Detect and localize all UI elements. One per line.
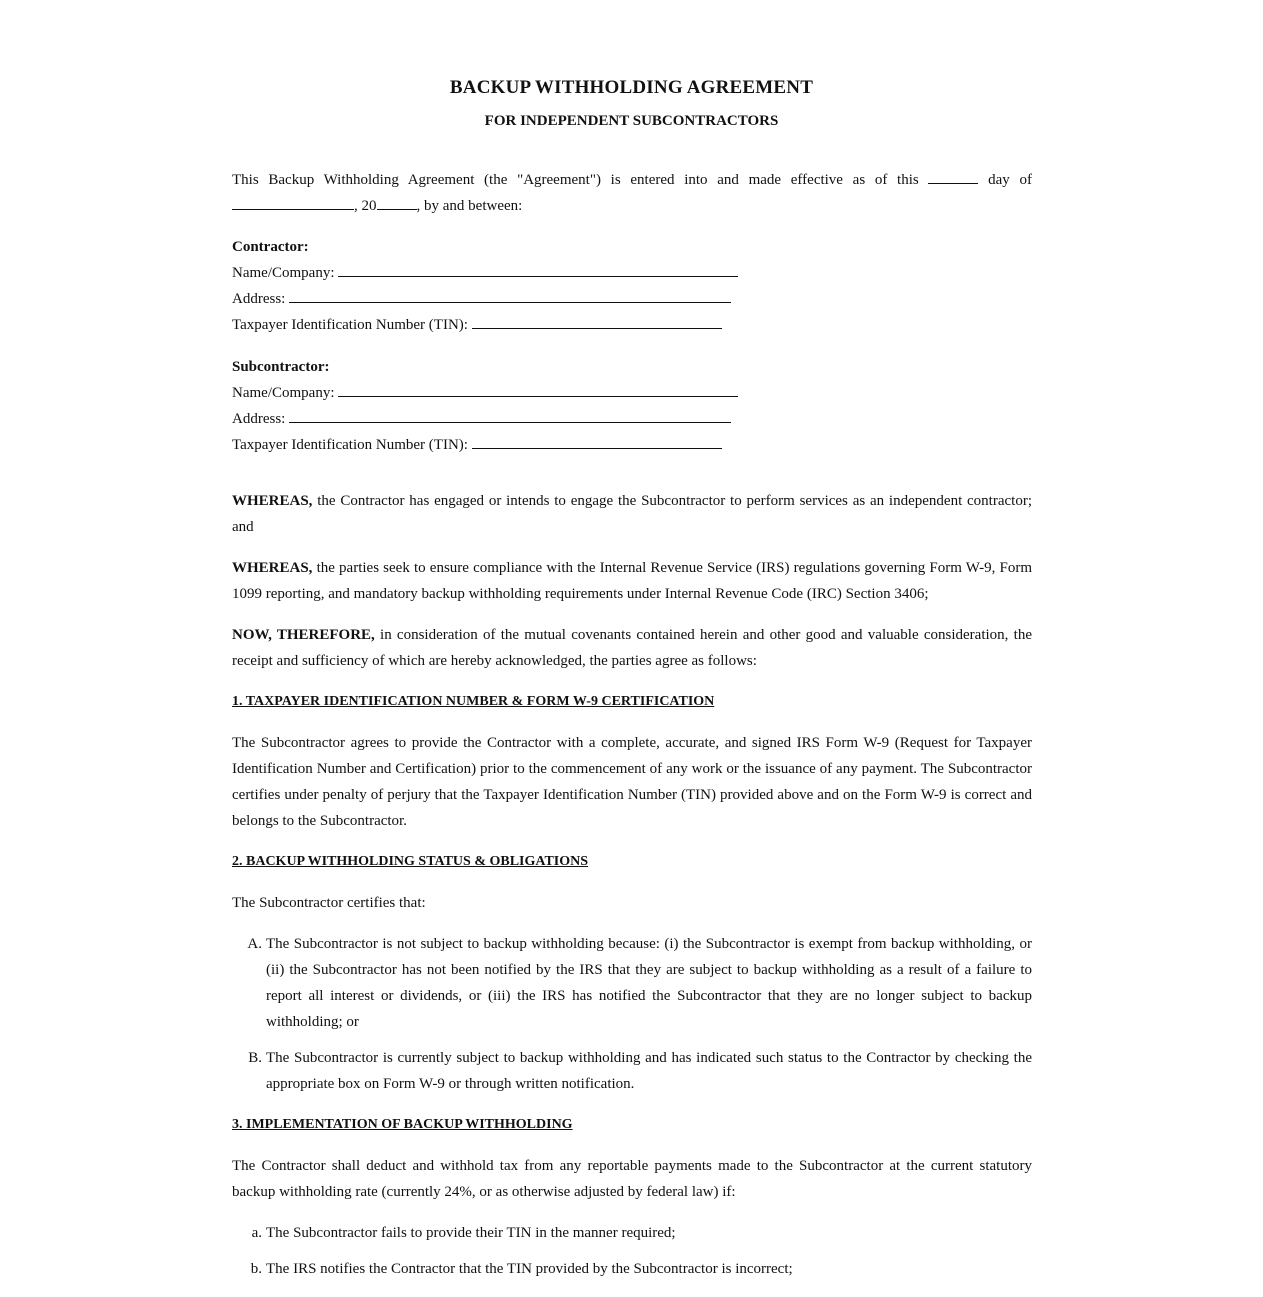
subcontractor-address-label: Address: bbox=[232, 411, 286, 427]
recital-2-text: the parties seek to ensure compliance with the Internal Revenue Service (IRS) regulations governing Form W-9, Form 1099 reporting, and mandatory backup withholding requirements under Internal Revenue Code (IRC) Section 3406; bbox=[232, 560, 1032, 602]
subcontractor-name-field[interactable] bbox=[338, 382, 738, 397]
list-item-text: The Subcontractor is not subject to backup withholding because: (i) the Subcontractor is exempt from backup withholding, or (ii) the Subcontractor has not been notified by the IRS that they are subject to backup withholding as a result of a failure to report all interest or dividends, or (iii) the IRS has notified the Subcontractor that they are no longer subject to backup withholding; or bbox=[266, 936, 1032, 1030]
contractor-name-label: Name/Company: bbox=[232, 265, 335, 281]
subcontractor-tin-row bbox=[232, 432, 1032, 458]
contractor-address-field[interactable] bbox=[289, 288, 731, 303]
intro-text-1: This Backup Withholding Agreement (the "Agreement") is entered into and made effective as of this bbox=[232, 172, 919, 188]
month-blank bbox=[232, 195, 354, 210]
section-2-heading: 2. BACKUP WITHHOLDING STATUS & OBLIGATIONS bbox=[232, 854, 589, 869]
subcontractor-tin-label: Taxpayer Identification Number (TIN): bbox=[232, 437, 468, 453]
list-marker: b. bbox=[250, 1261, 262, 1277]
section-3-heading: 3. IMPLEMENTATION OF BACKUP WITHHOLDING bbox=[232, 1117, 573, 1132]
list-item bbox=[232, 1256, 1032, 1282]
contractor-tin-field[interactable] bbox=[472, 314, 722, 329]
list-item-text: The Subcontractor is currently subject to backup withholding and has indicated such status to the Contractor by checking the appropriate box on Form W-9 or through written notification. bbox=[266, 1050, 1032, 1092]
section-3-text: The Contractor shall deduct and withhold tax from any reportable payments made to the Subcontractor at the current statutory backup withholding rate (currently 24%, or as otherwise adjusted by federal law) if: bbox=[232, 1158, 1032, 1200]
contractor-address-row bbox=[232, 286, 1032, 312]
list-marker: A. bbox=[247, 936, 262, 952]
document-title: BACKUP WITHHOLDING AGREEMENT bbox=[449, 77, 814, 98]
contractor-tin-label: Taxpayer Identification Number (TIN): bbox=[232, 317, 468, 333]
recital-1-text: the Contractor has engaged or intends to engage the Subcontractor to perform services as an independent contractor; and bbox=[232, 493, 1032, 535]
recital-2-lead: WHEREAS, bbox=[232, 560, 313, 576]
subcontractor-heading: Subcontractor: bbox=[232, 359, 330, 375]
intro-paragraph bbox=[232, 167, 1032, 219]
subcontractor-name-row bbox=[232, 380, 1032, 406]
intro-text-4: , by and between: bbox=[416, 198, 523, 214]
recital-3-lead: NOW, THEREFORE, bbox=[232, 627, 375, 643]
section-1-heading: 1. TAXPAYER IDENTIFICATION NUMBER & FORM W-9 CERTIFICATION bbox=[232, 694, 715, 709]
day-blank bbox=[928, 169, 978, 184]
list-marker: a. bbox=[251, 1225, 262, 1241]
recital-1-lead: WHEREAS, bbox=[232, 493, 313, 509]
subcontractor-tin-field[interactable] bbox=[472, 434, 722, 449]
contractor-heading: Contractor: bbox=[232, 239, 309, 255]
subcontractor-address-row bbox=[232, 406, 1032, 432]
section-2-intro: The Subcontractor certifies that: bbox=[232, 895, 426, 911]
recital-2 bbox=[232, 555, 1032, 607]
subcontractor-address-field[interactable] bbox=[289, 408, 731, 423]
contractor-name-row bbox=[232, 260, 1032, 286]
subcontractor-name-label: Name/Company: bbox=[232, 385, 335, 401]
contractor-name-field[interactable] bbox=[338, 262, 738, 277]
contractor-block bbox=[232, 234, 1032, 338]
list-item-text: The Subcontractor fails to provide their TIN in the manner required; bbox=[266, 1225, 676, 1241]
recital-1 bbox=[232, 488, 1032, 540]
list-marker: B. bbox=[248, 1050, 262, 1066]
intro-text-3: , 20 bbox=[354, 198, 377, 214]
year-blank bbox=[377, 195, 417, 210]
list-item bbox=[232, 931, 1032, 1035]
list-item-text: The IRS notifies the Contractor that the TIN provided by the Subcontractor is incorrect; bbox=[266, 1261, 793, 1277]
document-body bbox=[232, 167, 1032, 1297]
section-1-text: The Subcontractor agrees to provide the Contractor with a complete, accurate, and signed IRS Form W-9 (Request for Taxpayer Identification Number and Certification) prior to the commencement of any work or the issuance of any payment. The Subcontractor certifies under penalty of perjury that the Taxpayer Identification Number (TIN) provided above and on the Form W-9 is correct and belongs to the Subcontractor. bbox=[232, 735, 1032, 829]
section-2-list bbox=[232, 931, 1032, 1097]
recital-3-text: in consideration of the mutual covenants contained herein and other good and valuable consideration, the receipt and sufficiency of which are hereby acknowledged, the parties agree as follows: bbox=[232, 627, 1032, 669]
intro-text-2: day of bbox=[988, 172, 1032, 188]
list-item bbox=[232, 1045, 1032, 1097]
document-subtitle: FOR INDEPENDENT SUBCONTRACTORS bbox=[484, 113, 779, 129]
list-item bbox=[232, 1220, 1032, 1246]
contractor-tin-row bbox=[232, 312, 1032, 338]
recital-3 bbox=[232, 622, 1032, 674]
contractor-address-label: Address: bbox=[232, 291, 286, 307]
section-3-list bbox=[232, 1220, 1032, 1282]
subcontractor-block bbox=[232, 354, 1032, 458]
